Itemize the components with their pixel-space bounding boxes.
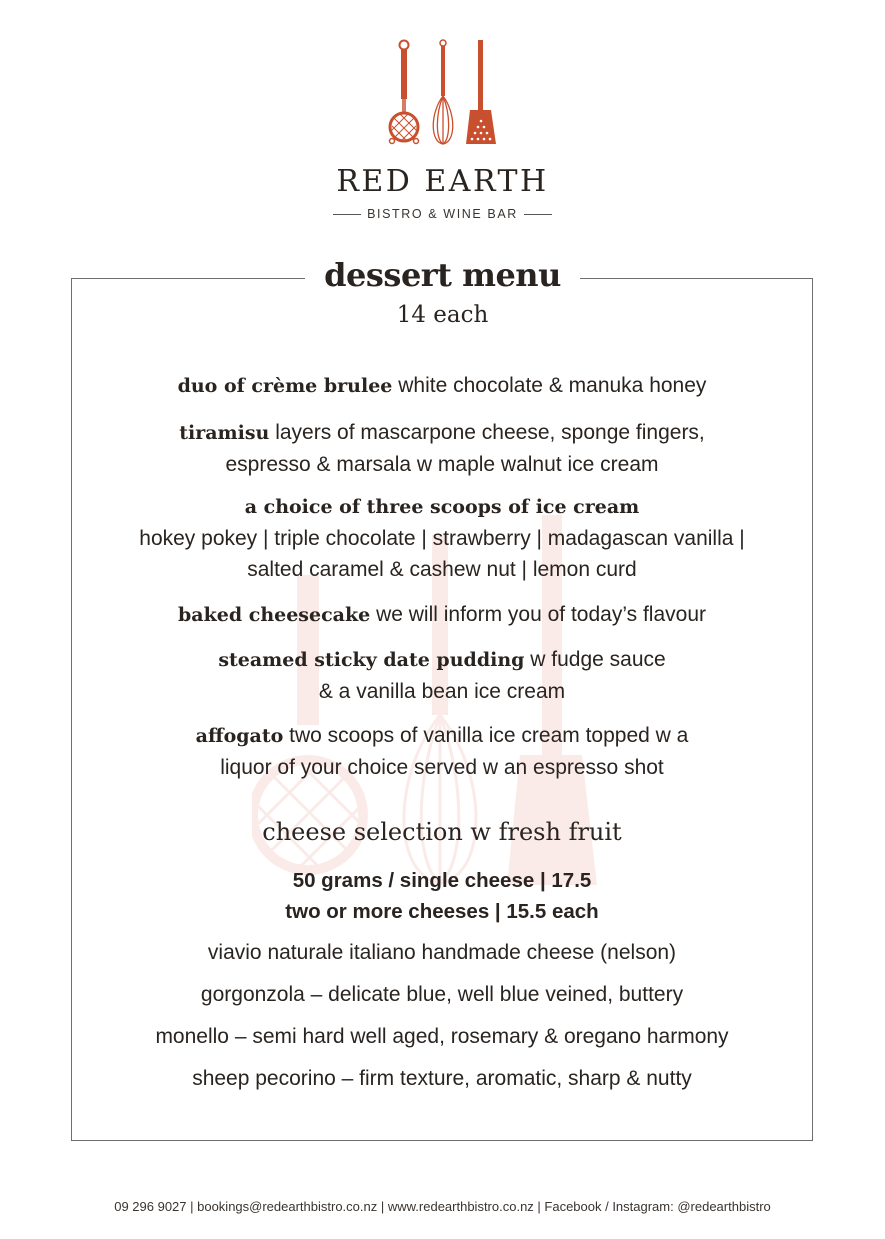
menu-item-name: affogato: [195, 725, 284, 747]
menu-item: [71, 417, 813, 480]
menu-item-name: tiramisu: [179, 422, 270, 444]
menu-item-desc-line2: espresso & marsala w maple walnut ice cream: [225, 453, 659, 476]
sieve-icon: [390, 41, 419, 144]
divider-left: [333, 214, 361, 215]
menu-item: [71, 644, 813, 707]
menu-item-desc-line2: & a vanilla bean ice cream: [318, 680, 566, 703]
cheese-item: viavio naturale italiano handmade cheese (nelson): [207, 941, 677, 964]
menu-item-desc-line3: salted caramel & cashew nut | lemon curd: [247, 558, 637, 581]
menu-item-desc: two scoops of vanilla ice cream topped w a: [283, 724, 689, 747]
cheese-price-single: 50 grams / single cheese | 17.5: [292, 869, 592, 892]
menu-item-desc-line2: hokey pokey | triple chocolate | strawberry | madagascan vanilla |: [139, 527, 745, 550]
divider-right: [524, 214, 552, 215]
menu-title: dessert menu: [324, 256, 561, 294]
menu-item: [71, 492, 813, 585]
menu-item-desc: we will inform you of today’s flavour: [370, 603, 706, 626]
brand-subtitle-text: BISTRO & WINE BAR: [367, 207, 518, 221]
cheese-item: sheep pecorino – firm texture, aromatic, sharp & nutty: [192, 1067, 692, 1090]
spatula-icon: [466, 40, 496, 144]
whisk-icon: [433, 40, 453, 144]
menu-item-desc: layers of mascarpone cheese, sponge fingers,: [269, 421, 705, 444]
menu-item: [71, 370, 813, 402]
cheese-item: gorgonzola – delicate blue, well blue veined, buttery: [200, 983, 684, 1006]
menu-item-desc-line2: liquor of your choice served w an espresso shot: [220, 756, 664, 779]
footer-contact: 09 296 9027 | bookings@redearthbistro.co.nz | www.redearthbistro.co.nz | Facebook / Instagram: @redearthbistro: [114, 1199, 771, 1214]
menu-item-desc: white chocolate & manuka honey: [392, 374, 707, 397]
cheese-item: monello – semi hard well aged, rosemary & oregano harmony: [155, 1025, 729, 1048]
cheese-price-multi: two or more cheeses | 15.5 each: [285, 900, 599, 923]
menu-item-name: baked cheesecake: [178, 604, 371, 626]
menu-item: [71, 720, 813, 783]
brand-name: RED EARTH: [336, 164, 549, 199]
cheese-section-title: cheese selection w fresh fruit: [262, 818, 622, 846]
brand-subtitle: [0, 207, 885, 221]
menu-item-name: duo of crème brulee: [177, 375, 393, 397]
menu-item: [71, 599, 813, 631]
menu-item-name: steamed sticky date pudding: [218, 649, 525, 671]
menu-item-name: a choice of three scoops of ice cream: [244, 496, 640, 518]
menu-price-note: 14 each: [396, 302, 489, 328]
logo-utensils-icon: [386, 38, 502, 150]
menu-item-desc: w fudge sauce: [524, 648, 666, 671]
